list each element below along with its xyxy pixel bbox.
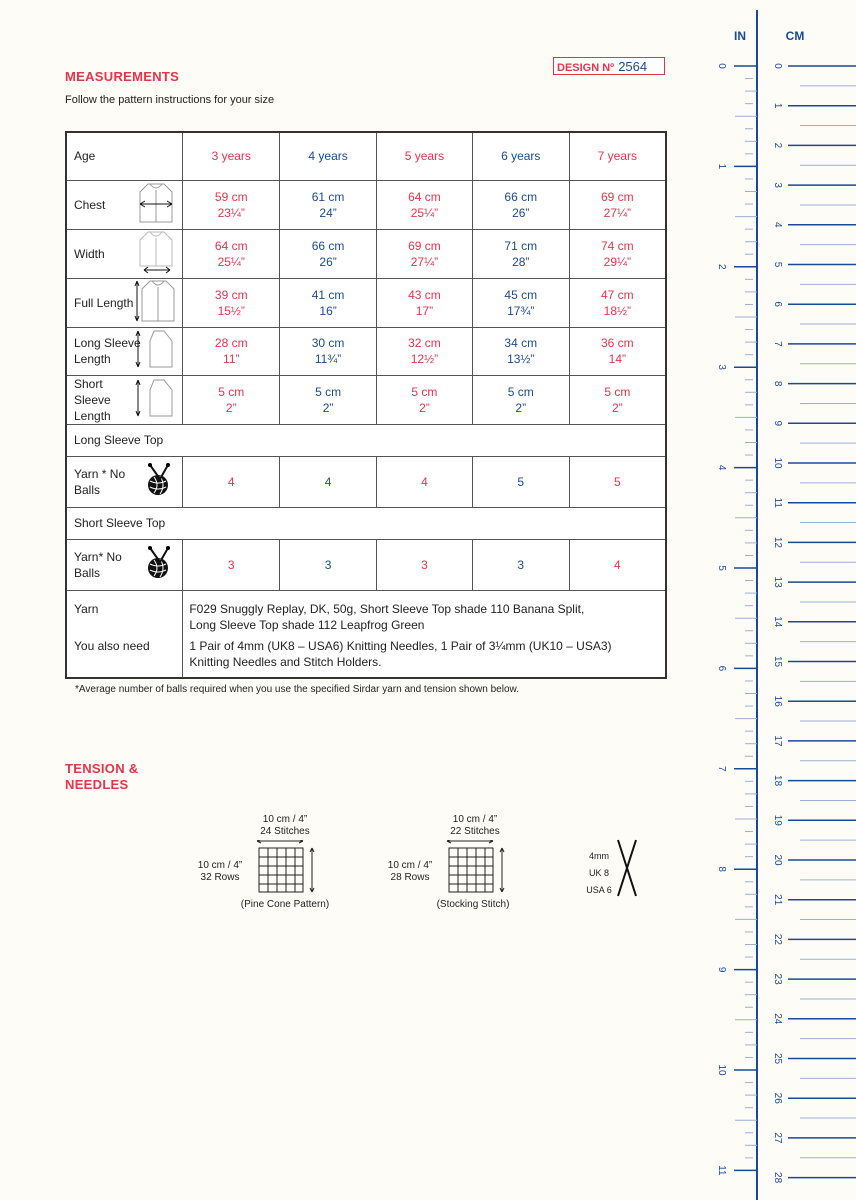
inch-value: 17¾”: [507, 303, 535, 318]
measurement-cell: [472, 229, 569, 278]
measurement-cell: [183, 180, 280, 229]
inch-value: 2”: [419, 400, 430, 415]
swatch-stitches: 24 Stitches: [260, 826, 310, 837]
cm-value: 43 cm: [408, 287, 441, 302]
inch-value: 23¼”: [217, 205, 245, 220]
inch-value: 11¾”: [314, 352, 342, 366]
measurement-cell: [183, 327, 280, 375]
yarn-ball-icon: [142, 546, 176, 584]
needle-uk: UK 8: [588, 868, 609, 878]
measurement-cell: [280, 229, 377, 278]
cm-number: 22: [772, 933, 783, 945]
measurement-cell: [280, 327, 377, 375]
inch-value: 2”: [515, 400, 527, 415]
table-row: [66, 327, 666, 375]
cm-number: 14: [772, 616, 783, 628]
inch-value: 27¼”: [410, 254, 439, 269]
row-label: Long Sleeve Length: [74, 336, 141, 366]
swatch-width: 10 cm / 4”: [262, 814, 308, 825]
inch-value: 16”: [319, 303, 337, 318]
age-header: 7 years: [569, 132, 666, 180]
sleeve-icon: [134, 378, 176, 422]
design-number-box: [553, 57, 665, 75]
inch-value: 26”: [512, 205, 530, 220]
measurement-cell: [569, 327, 666, 375]
section-row: [66, 424, 666, 456]
cm-value: 5 cm: [507, 384, 534, 399]
swatch-height: 10 cm / 4”: [197, 860, 243, 871]
inch-number: 11: [716, 1165, 727, 1176]
row-label: Yarn* No Balls: [74, 549, 122, 580]
table-row: [66, 278, 666, 327]
table-row: [66, 180, 666, 229]
section-heading: Long Sleeve Top: [66, 424, 666, 456]
inch-number: 8: [716, 866, 727, 872]
balls-cell: 4: [280, 456, 377, 507]
balls-cell: 4: [183, 456, 280, 507]
cm-value: 5 cm: [218, 384, 245, 399]
tension-grid-icon: [445, 840, 515, 895]
swatch-rows: 28 Rows: [390, 872, 430, 883]
cm-number: 16: [772, 695, 783, 707]
inch-number: 3: [716, 364, 727, 370]
measurements-heading: MEASUREMENTS: [65, 69, 180, 84]
measurement-cell: [569, 375, 666, 424]
balls-cell: 3: [183, 539, 280, 590]
cm-value: 64 cm: [408, 189, 441, 204]
row-label: Chest: [74, 197, 106, 212]
inch-value: 24”: [319, 205, 337, 220]
cm-value: 66 cm: [504, 189, 538, 204]
cm-value: 32 cm: [408, 336, 441, 350]
in-label: IN: [734, 29, 746, 43]
tension-grid-icon: [255, 840, 325, 895]
inch-value: 13½”: [507, 352, 535, 366]
swatch-height: 10 cm / 4”: [387, 860, 433, 871]
cm-value: 5 cm: [315, 384, 342, 399]
inch-number: 1: [716, 163, 727, 170]
cm-value: 45 cm: [504, 287, 538, 302]
cm-number: 4: [772, 222, 783, 228]
cm-number: 7: [772, 341, 783, 347]
inch-value: 17”: [415, 303, 434, 318]
swatch-caption: (Stocking Stitch): [436, 899, 510, 910]
table-row-age: [66, 132, 666, 180]
measurement-cell: [183, 278, 280, 327]
cm-label: CM: [785, 29, 805, 43]
inch-number: 5: [716, 565, 727, 571]
measurement-cell: [472, 278, 569, 327]
swatch-stitches: 22 Stitches: [450, 826, 500, 837]
swatch-caption: (Pine Cone Pattern): [240, 899, 330, 910]
cm-value: 74 cm: [600, 238, 634, 253]
section-heading: Short Sleeve Top: [66, 507, 666, 539]
age-header: 3 years: [183, 132, 280, 180]
footnote: *Average number of balls required when you use the specified Sirdar yarn and tension shown below.: [75, 684, 519, 695]
inch-number: 9: [716, 966, 727, 973]
cm-value: 64 cm: [214, 238, 248, 253]
ruler: [700, 0, 856, 1200]
swatch-rows: 32 Rows: [200, 872, 240, 883]
inch-value: 27¼”: [603, 205, 631, 220]
balls-cell: 3: [280, 539, 377, 590]
balls-cell: 4: [569, 539, 666, 590]
cm-value: 30 cm: [311, 336, 345, 350]
needle-usa: USA 6: [586, 885, 612, 895]
inch-value: 14”: [608, 352, 626, 366]
yarn-label: Yarn: [74, 601, 99, 616]
inch-value: 29¼”: [603, 254, 631, 269]
inch-value: 28”: [512, 254, 530, 269]
measurement-cell: [569, 278, 666, 327]
inch-value: 15½”: [217, 303, 245, 318]
cm-value: 39 cm: [214, 287, 248, 302]
cm-number: 5: [772, 261, 783, 268]
age-header: 4 years: [280, 132, 377, 180]
cardigan-width-icon: [136, 230, 176, 278]
cardigan-length-icon: [134, 279, 176, 327]
inch-value: 25¼”: [410, 205, 439, 220]
tension-heading: TENSION & NEEDLES: [65, 761, 139, 792]
balls-cell: 5: [472, 456, 569, 507]
measurement-cell: [280, 278, 377, 327]
design-number: 2564: [618, 59, 648, 74]
inch-value: 12½”: [410, 352, 439, 366]
measurement-cell: [280, 180, 377, 229]
cm-number: 3: [772, 182, 783, 188]
knitting-needles-icon: [614, 838, 640, 898]
cm-number: 12: [772, 536, 783, 548]
cm-number: 8: [772, 380, 783, 387]
inch-number: 10: [716, 1064, 727, 1076]
cm-value: 5 cm: [411, 384, 438, 399]
cm-number: 1: [772, 102, 783, 109]
cm-value: 36 cm: [600, 336, 634, 350]
inch-value: 26”: [319, 254, 337, 269]
cardigan-chest-icon: [136, 182, 176, 228]
inch-number: 6: [716, 665, 727, 672]
row-label: Short Sleeve Length: [74, 376, 111, 423]
cm-number: 6: [772, 301, 783, 307]
inch-value: 2”: [322, 400, 334, 415]
age-header: 6 years: [472, 132, 569, 180]
inch-value: 2”: [611, 400, 623, 415]
measurement-cell: [377, 327, 473, 375]
measurement-cell: [377, 278, 473, 327]
inch-number: 7: [716, 766, 727, 772]
inch-number: 4: [716, 464, 727, 471]
balls-cell: 5: [569, 456, 666, 507]
cm-number: 24: [771, 1013, 783, 1025]
row-label: Age: [66, 132, 183, 180]
inch-value: 2”: [225, 400, 237, 415]
inch-value: 11”: [223, 352, 240, 366]
cm-number: 19: [772, 814, 783, 826]
measurement-cell: [472, 327, 569, 375]
need-text: 1 Pair of 4mm (UK8 – USA6) Knitting Needles, 1 Pair of 3¼mm (UK10 – USA3) Knitting Needles and Stitch Holders.: [189, 638, 612, 669]
measurement-cell: [377, 375, 473, 424]
cm-number: 21: [772, 894, 783, 906]
needle-sizes: [584, 848, 614, 899]
needle-mm: 4mm: [589, 851, 609, 861]
cm-number: 17: [772, 735, 783, 747]
row-label: Yarn * No Balls: [74, 466, 126, 497]
need-label: You also need: [74, 638, 150, 653]
cm-number: 26: [772, 1092, 783, 1104]
cm-number: 2: [772, 142, 783, 149]
design-label: DESIGN Nº: [557, 62, 615, 74]
cm-number: 20: [772, 854, 783, 866]
inch-value: 25¼”: [217, 254, 245, 269]
cm-number: 11: [772, 497, 783, 508]
table-row: [66, 229, 666, 278]
cm-value: 69 cm: [600, 189, 634, 204]
section-row: [66, 507, 666, 539]
cm-value: 28 cm: [214, 336, 248, 350]
table-row-balls: [66, 539, 666, 590]
cm-value: 61 cm: [311, 189, 345, 204]
cm-value: 59 cm: [214, 189, 248, 204]
measurement-cell: [569, 229, 666, 278]
age-header: 5 years: [377, 132, 473, 180]
table-row-yarn: [66, 590, 666, 678]
table-row: [66, 375, 666, 424]
cm-number: 27: [772, 1132, 783, 1144]
measurement-cell: [183, 375, 280, 424]
measurement-cell: [280, 375, 377, 424]
cm-number: 15: [772, 655, 783, 668]
cm-number: 10: [772, 457, 783, 469]
measurement-cell: [377, 229, 473, 278]
inch-number: 2: [716, 264, 727, 270]
measurement-cell: [472, 375, 569, 424]
measurement-cell: [377, 180, 473, 229]
cm-number: 25: [772, 1052, 783, 1065]
inch-value: 18½”: [603, 303, 631, 318]
cm-number: 13: [772, 576, 783, 588]
cm-value: 5 cm: [604, 384, 631, 399]
row-label: Full Length: [74, 295, 134, 310]
inch-number: 0: [716, 63, 727, 69]
yarn-text: F029 Snuggly Replay, DK, 50g, Short Sleeve Top shade 110 Banana Split, Long Sleeve Top shade 112 Leapfrog Green: [189, 601, 585, 632]
cm-number: 0: [772, 63, 783, 69]
cm-value: 66 cm: [311, 238, 345, 253]
cm-number: 23: [772, 973, 783, 985]
measurement-cell: [183, 229, 280, 278]
measurements-table: [65, 131, 667, 679]
cm-value: 34 cm: [504, 336, 538, 350]
balls-cell: 3: [377, 539, 473, 590]
balls-cell: 3: [472, 539, 569, 590]
row-label: Width: [74, 246, 105, 261]
balls-cell: 4: [377, 456, 473, 507]
swatch-width: 10 cm / 4”: [452, 814, 498, 825]
cm-number: 28: [772, 1172, 783, 1184]
measurement-cell: [569, 180, 666, 229]
yarn-ball-icon: [142, 463, 176, 501]
sleeve-icon: [134, 329, 176, 373]
instructions-text: Follow the pattern instructions for your size: [65, 94, 275, 106]
cm-value: 47 cm: [600, 287, 634, 302]
cm-value: 71 cm: [504, 238, 538, 253]
cm-value: 41 cm: [311, 287, 345, 302]
measurement-cell: [472, 180, 569, 229]
cm-value: 69 cm: [408, 238, 441, 253]
table-row-balls: [66, 456, 666, 507]
cm-number: 18: [772, 775, 783, 787]
cm-number: 9: [772, 420, 783, 427]
